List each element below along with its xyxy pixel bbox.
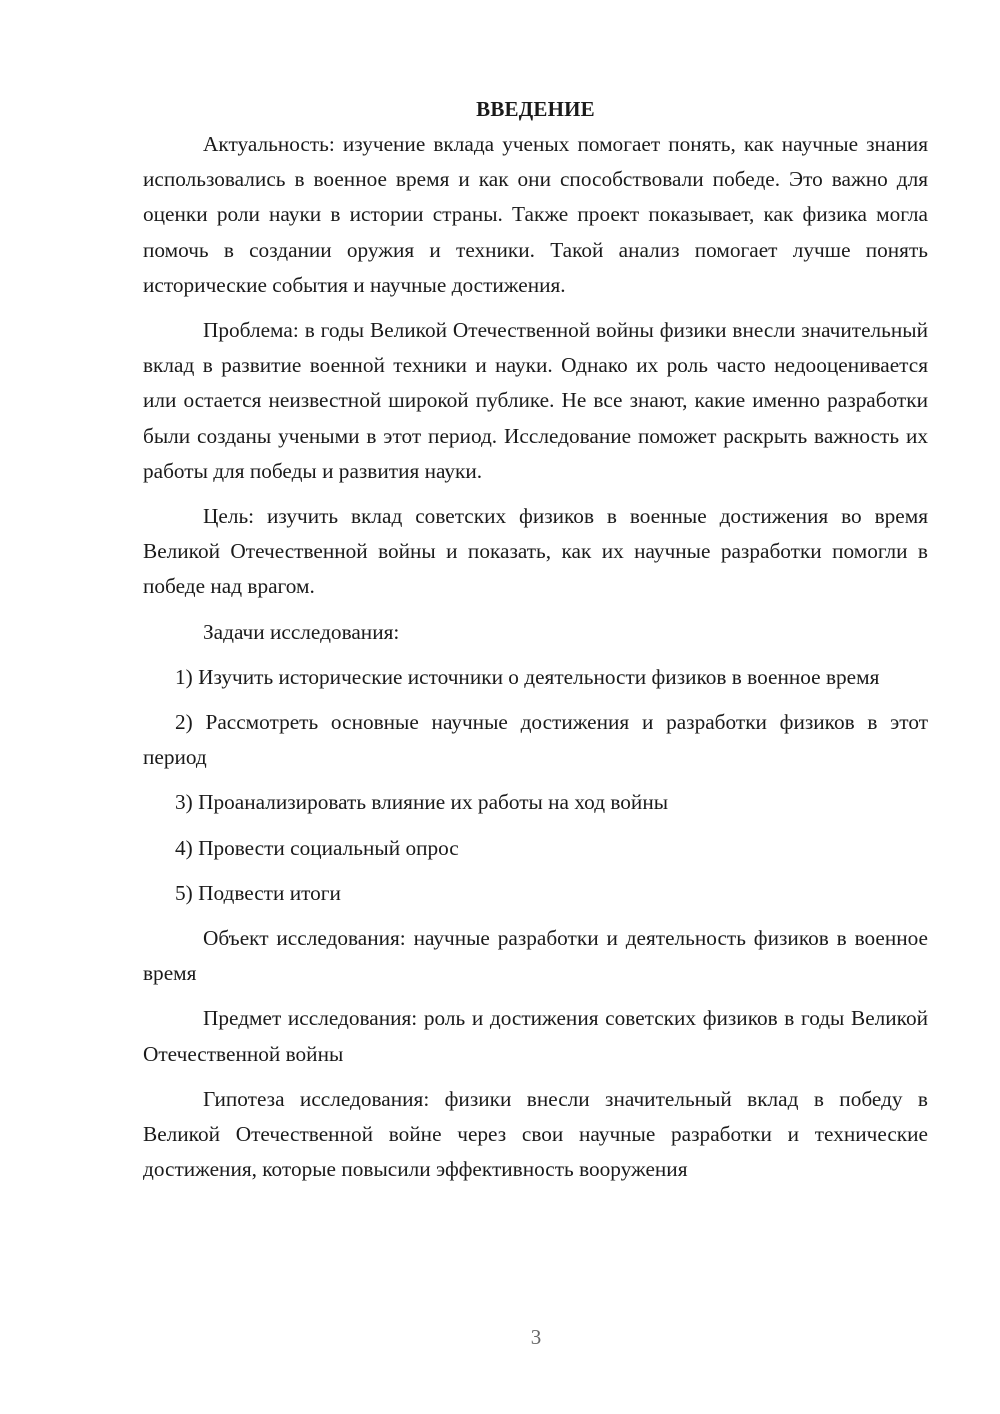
page-number: 3 <box>530 1325 542 1349</box>
task-item-1: 1) Изучить исторические источники о деятельности физиков в военное время <box>175 664 880 689</box>
document-page <box>143 92 928 1197</box>
task-item-4: 4) Провести социальный опрос <box>175 835 459 860</box>
paragraph-goal: Цель: изучить вклад советских физиков в военные достижения во время Великой Отечественной войны и показать, как их научные разработки помогли в победе над врагом. <box>143 504 928 599</box>
paragraph-subject: Предмет исследования: роль и достижения советских физиков в годы Великой Отечественной войны <box>143 1006 928 1066</box>
task-item-5: 5) Подвести итоги <box>175 880 341 905</box>
paragraph-object: Объект исследования: научные разработки и деятельность физиков в военное время <box>143 926 928 986</box>
paragraph-problem: Проблема: в годы Великой Отечественной войны физики внесли значительный вклад в развитие военной техники и науки. Однако их роль часто недооценивается или остается неизвестной широкой публике. Не все знают, какие именно разработки были созданы учеными в этот период. Исследование поможет раскрыть важность их работы для победы и развития науки. <box>143 318 928 483</box>
section-title: ВВЕДЕНИЕ <box>476 97 595 121</box>
tasks-heading: Задачи исследования: <box>203 619 400 644</box>
paragraph-hypothesis: Гипотеза исследования: физики внесли значительный вклад в победу в Великой Отечественной войне через свои научные разработки и технические достижения, которые повысили эффективность вооружения <box>143 1086 928 1182</box>
tasks-list <box>143 660 928 911</box>
task-item-2: 2) Рассмотреть основные научные достижения и разработки физиков в этот период <box>143 710 928 770</box>
task-item-3: 3) Проанализировать влияние их работы на ход войны <box>175 790 669 815</box>
paragraph-relevance: Актуальность: изучение вклада ученых помогает понять, как научные знания использовались в военное время и как они способствовали победе. Это важно для оценки роли науки в истории страны. Также проект показывает, как физика могла помочь в создании оружия и техники. Такой анализ помогает лучше понять исторические события и научные достижения. <box>143 132 928 297</box>
